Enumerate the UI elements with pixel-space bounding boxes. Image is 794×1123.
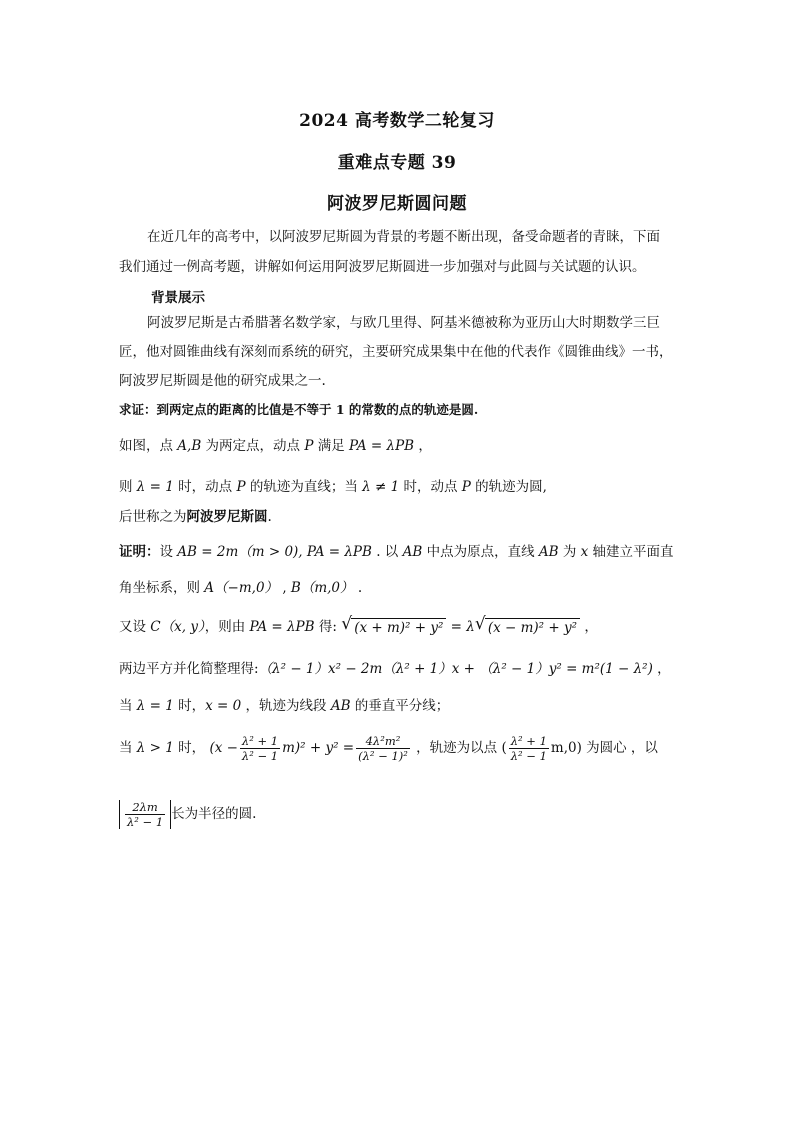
proof-line-2: 角坐标系，则 A（−m,0） , B（m,0） .	[119, 580, 363, 596]
proof-line-3: 又设 C（x, y），则由 PA = λPB 得: √ (x + m)² + y² = λ √ (x − m)² + y² ，	[119, 614, 598, 636]
setup-line-2: 则 λ = 1 时，动点 P 的轨迹为直线；当 λ ≠ 1 时，动点 P 的轨迹为圆,	[119, 479, 547, 495]
expanded-equation: （λ² − 1）x² − 2m（λ² + 1）x + （λ² − 1）y² = m²(1 − λ²)	[258, 661, 653, 677]
background-heading: 背景展示	[151, 290, 205, 306]
center-x-fraction: $\frac{\text{λ² + 1}}{\text{λ² − 1}}$	[510, 734, 547, 763]
topic-number: 重难点专题 39	[337, 153, 457, 173]
sqrt-right: √ (x − m)² + y²	[475, 618, 580, 637]
proof-line-7: $\frac{2\lambda m}{\text{λ² − 1}}$ 长为半径的圆.	[119, 800, 679, 829]
topic-title: 阿波罗尼斯圆问题	[327, 194, 467, 214]
proof-line-5: 当 λ = 1 时，x = 0 ，轨迹为线段 AB 的垂直平分线；	[119, 698, 450, 714]
setup-line-3: 后世称之为阿波罗尼斯圆.	[119, 509, 272, 525]
apollonius-circle-term: 阿波罗尼斯圆	[186, 509, 268, 525]
sqrt-left: √ (x + m)² + y²	[341, 618, 446, 637]
ratio-condition: PA = λPB	[349, 438, 415, 454]
claim-statement: 求证：到两定点的距离的比值是不等于 1 的常数的点的轨迹是圆.	[119, 402, 479, 417]
setup-line-1: 如图，点 A,B 为两定点，动点 P 满足 PA = λPB ，	[119, 438, 432, 454]
proof-line-1: 证明：设 AB = 2m（m > 0), PA = λPB . 以 AB 中点为原点，直线 AB 为 x 轴建立平面直	[119, 544, 674, 560]
center-fraction: $\frac{\text{λ² + 1}}{\text{λ² − 1}}$	[241, 734, 279, 763]
intro-line-2: 我们通过一例高考题，讲解如何运用阿波罗尼斯圆进一步加强对与此圆与关试题的认识。	[119, 259, 646, 275]
radius-abs: $\frac{2\lambda m}{\text{λ² − 1}}$	[119, 800, 171, 829]
background-line-3: 阿波罗尼斯圆是他的研究成果之一.	[119, 373, 326, 389]
intro-line-1: 在近几年的高考中，以阿波罗尼斯圆为背景的考题不断出现，备受命题者的青睐，下面	[147, 229, 660, 245]
radius-squared-fraction: $\frac{\text{4λ²m²}}{\text{(λ² − 1)²}}$	[358, 734, 408, 763]
document-title: 2024 高考数学二轮复习	[299, 111, 495, 131]
proof-line-4: 两边平方并化简整理得:（λ² − 1）x² − 2m（λ² + 1）x + （λ² − 1）y² = m²(1 − λ²) ，	[119, 661, 671, 677]
background-line-1: 阿波罗尼斯是古希腊著名数学家，与欧几里得、阿基米德被称为亚历山大时期数学三巨	[147, 315, 660, 331]
background-line-2: 匠，他对圆锥曲线有深刻而系统的研究，主要研究成果集中在他的代表作《圆锥曲线》一书，	[119, 344, 673, 360]
proof-line-6: 当 λ > 1 时， (x − $\frac{\text{λ² + 1}}{\text{λ² − 1}}$ m)² + y² = $\frac{\text{4λ²m²}}{\text{(λ² − 1)²}}$ ，轨迹为以点 ( $\frac{\text{λ² + 1}}{\text{λ² − 1}}$ m,0) 为圆心 ，以	[119, 734, 658, 763]
proof-label: 证明：	[119, 544, 160, 560]
